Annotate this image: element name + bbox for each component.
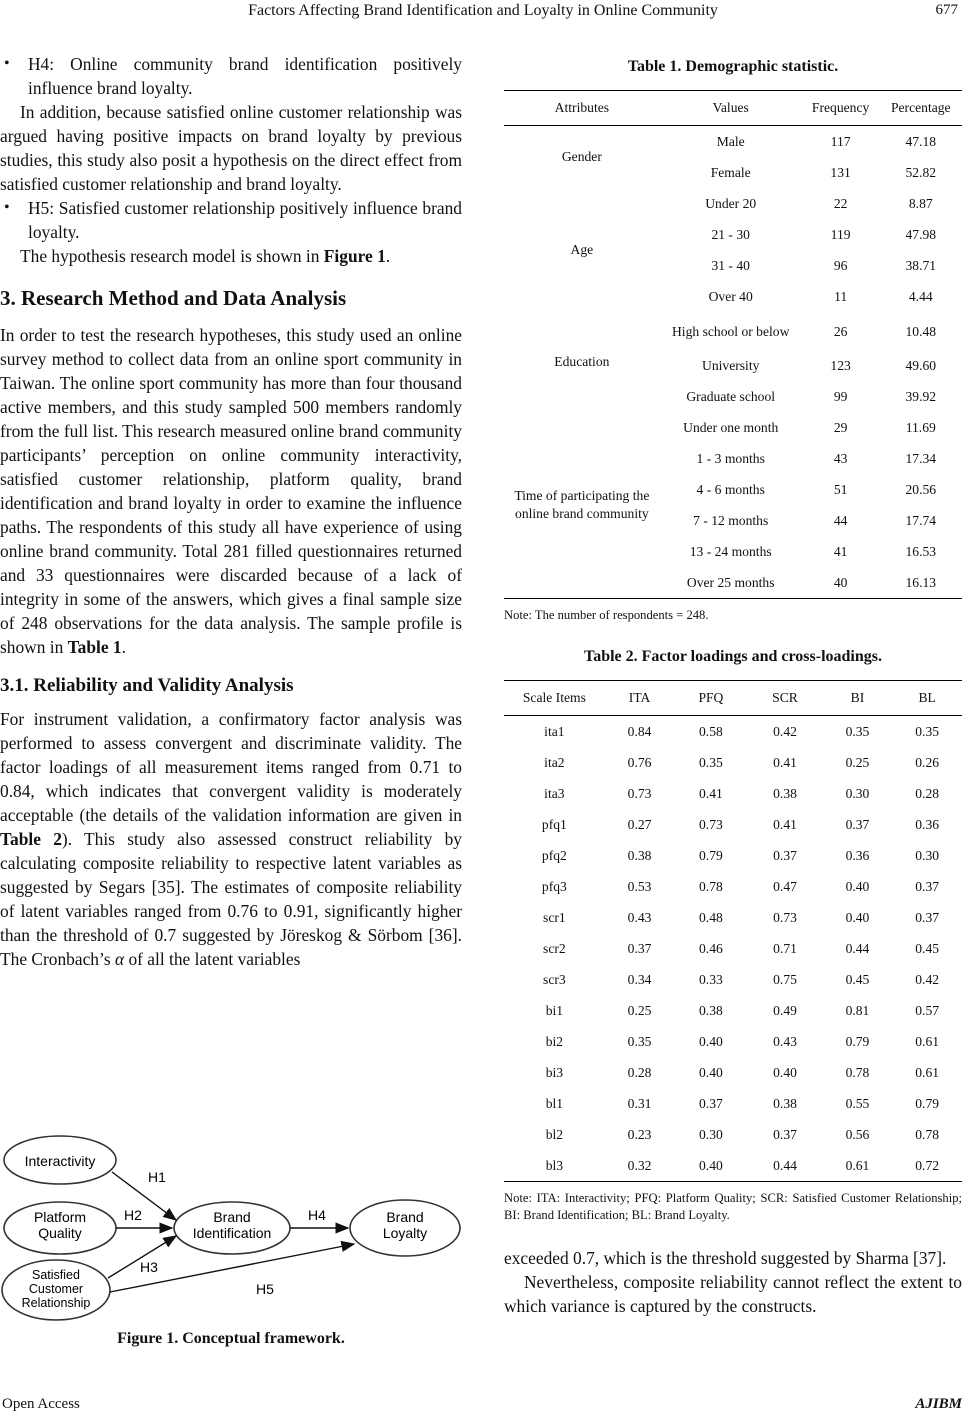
table-2-loading-cell: 0.40 [773, 1064, 797, 1080]
table-2-loading-cell: 0.28 [915, 785, 940, 801]
table-2-loading-cell: 0.78 [915, 1126, 940, 1142]
table-2-loading-cell: 0.25 [627, 1002, 652, 1018]
table-row [504, 1119, 962, 1150]
table-2-loading-cell: 0.30 [845, 785, 870, 801]
table-2-loading-cell: 0.53 [627, 878, 652, 894]
table-1-value-cell: High school or below [671, 323, 790, 339]
table-1-value-cell: Male [716, 134, 745, 149]
table-1-frequency-cell: 29 [833, 420, 848, 435]
table-2-reference[interactable]: Table 2 [0, 829, 62, 849]
table-1-percentage-cell: 11.69 [905, 420, 936, 435]
hypothesis-h4: • H4: Online community brand identification positively influence brand loyalty. [0, 52, 462, 100]
table-row [504, 871, 962, 902]
table-2-loading-cell: 0.73 [627, 785, 652, 801]
table-2-loading-cell: 0.37 [915, 909, 940, 925]
table-1-frequency-cell: 26 [833, 323, 848, 339]
table-1-attribute-cell: Time of participating the online brand community [504, 412, 660, 599]
table-2-loading-cell: 0.43 [773, 1033, 797, 1049]
table-2-loading-cell: 0.40 [674, 1150, 747, 1182]
table-2-loading-cell: 0.38 [773, 785, 797, 801]
table-1-header-frequency: Frequency [802, 91, 880, 126]
table-2-loading-cell: 0.78 [699, 878, 723, 894]
table-2-loading-cell: 0.48 [699, 909, 723, 925]
table-1-value-cell: Over 40 [708, 289, 753, 304]
table-1-percentage-cell: 17.34 [905, 451, 937, 466]
table-2-item-cell: bi2 [545, 1033, 564, 1049]
table-2-loading-cell: 0.34 [627, 971, 652, 987]
table-row [504, 840, 962, 871]
table-2-loading-cell: 0.27 [627, 816, 652, 832]
table-2-item-cell: pfq3 [541, 878, 567, 894]
node-bi-label-2: Identification [192, 1225, 272, 1241]
table-2-loading-cell: 0.26 [915, 754, 940, 770]
right-column [504, 52, 962, 1318]
table-1-percentage-cell: 16.53 [905, 544, 937, 559]
node-platform-quality-label-2: Quality [38, 1225, 82, 1241]
table-row [504, 809, 962, 840]
table-row [504, 902, 962, 933]
table-2-item-cell: scr3 [543, 971, 566, 987]
table-2-loading-cell: 0.32 [605, 1150, 675, 1182]
node-platform-quality-label-1: Platform [33, 1209, 87, 1225]
alpha-symbol: α [114, 949, 125, 969]
table-2-header-scale-items: Scale Items [504, 681, 605, 716]
table-1-value-cell: 7 - 12 months [693, 513, 769, 528]
path-h3-label: H3 [140, 1259, 158, 1275]
paragraph-model-reference [0, 244, 462, 268]
table-row [504, 1088, 962, 1119]
section-3-1-text-a: For instrument validation, a confirmatory factor analysis was performed to assess convergent and discriminate validity. The factor loadings of all measurement items ranged from 0.71 to 0.84, which indicates that convergent validity is moderately acceptable (the details of the validation information are given in [0, 709, 462, 825]
table-2-loading-cell: 0.37 [773, 1126, 797, 1142]
section-3-title: 3. Research Method and Data Analysis [0, 286, 347, 310]
node-brand-identification [174, 1202, 290, 1254]
table-1-value-cell: University [702, 358, 760, 373]
figure-1-conceptual-framework [0, 1120, 462, 1330]
hypothesis-h5: • H5: Satisfied customer relationship positively influence brand loyalty. [0, 196, 462, 244]
table-1-percentage-cell: 10.48 [905, 323, 937, 339]
table-row [504, 747, 962, 778]
path-h1-arrow [112, 1172, 176, 1220]
table-1-frequency-cell: 22 [833, 196, 848, 211]
path-h5-label: H5 [256, 1281, 274, 1297]
table-2-loading-cell: 0.56 [845, 1126, 870, 1142]
node-bl-label-1: Brand [386, 1209, 424, 1225]
table-1-header-values: Values [660, 91, 802, 126]
table-2-loading-cell: 0.37 [915, 878, 940, 894]
table-row [504, 1057, 962, 1088]
table-2-item-cell: pfq1 [541, 816, 567, 832]
table-2-item-cell: scr2 [543, 940, 566, 956]
node-platform-quality [4, 1202, 116, 1254]
paragraph-scr-brand-loyalty: In addition, because satisfied online customer relationship was argued having positive impacts on brand loyalty by previous studies, this study also posit a hypothesis on the direct effect from satisfied customer relationship and brand loyalty. [0, 102, 462, 194]
table-2-loading-cell: 0.45 [845, 971, 870, 987]
running-title: Factors Affecting Brand Identification and Loyalty in Online Community [248, 2, 718, 19]
table-2-loading-cell: 0.79 [845, 1033, 870, 1049]
table-1-header-attributes: Attributes [504, 91, 660, 126]
table-2-loading-cell: 0.35 [845, 723, 870, 739]
table-2-loading-cell: 0.45 [915, 940, 940, 956]
table-2-loading-cell: 0.35 [915, 723, 940, 739]
table-row [504, 716, 962, 748]
table-2-loading-cell: 0.30 [915, 847, 940, 863]
table-2-item-cell: bl1 [545, 1095, 564, 1111]
table-1-frequency-cell: 96 [833, 258, 848, 273]
table-2-item-cell: ita1 [544, 723, 565, 739]
table-2-item-cell: bi1 [545, 1002, 564, 1018]
table-row [504, 933, 962, 964]
table-1-reference[interactable]: Table 1 [67, 637, 122, 657]
node-interactivity [4, 1136, 116, 1184]
table-2-loading-cell: 0.55 [845, 1095, 870, 1111]
table-1-value-cell: 13 - 24 months [689, 544, 772, 559]
table-1-frequency-cell: 51 [833, 482, 848, 497]
section-3-paragraph [0, 323, 462, 659]
table-1-percentage-cell: 4.44 [908, 289, 933, 304]
table-2-factor-loadings [504, 680, 962, 1182]
table-row [504, 188, 962, 219]
table-1-percentage-cell: 16.13 [880, 567, 962, 599]
paragraph-model-text: The hypothesis research model is shown in [20, 246, 324, 266]
table-2-loading-cell: 0.38 [699, 1002, 723, 1018]
table-row [504, 778, 962, 809]
table-1-percentage-cell: 39.92 [905, 389, 937, 404]
table-1-value-cell: Under 20 [705, 196, 757, 211]
table-row [504, 412, 962, 443]
table-1-percentage-cell: 52.82 [905, 165, 937, 180]
node-bl-label-2: Loyalty [382, 1225, 428, 1241]
table-row [504, 1150, 962, 1182]
continued-paragraph: exceeded 0.7, which is the threshold suggested by Sharma [37]. [504, 1248, 947, 1268]
table-row [504, 964, 962, 995]
table-1-attribute-cell: Gender [561, 149, 602, 164]
table-1-value-cell: 31 - 40 [711, 258, 750, 273]
table-2-item-cell: pfq2 [541, 847, 567, 863]
node-scr-label-1: Satisfied [32, 1268, 80, 1282]
table-1-percentage-cell: 49.60 [905, 358, 937, 373]
table-1-value-cell: Over 25 months [660, 567, 802, 599]
table-row [504, 995, 962, 1026]
table-1-frequency-cell: 117 [830, 134, 851, 149]
table-2-header-row [504, 681, 962, 716]
node-brand-loyalty [350, 1200, 460, 1256]
table-1-header-row [504, 91, 962, 126]
table-1-frequency-cell: 44 [833, 513, 848, 528]
table-2-header-bi: BI [823, 681, 893, 716]
table-2-loading-cell: 0.35 [699, 754, 723, 770]
table-2-loading-cell: 0.44 [747, 1150, 822, 1182]
table-2-item-cell: scr1 [543, 909, 566, 925]
table-1-percentage-cell: 17.74 [905, 513, 937, 528]
table-2-loading-cell: 0.44 [845, 940, 870, 956]
table-2-loading-cell: 0.28 [627, 1064, 652, 1080]
table-1-value-cell: Under one month [683, 420, 779, 435]
table-2-loading-cell: 0.73 [699, 816, 723, 832]
table-1-frequency-cell: 43 [833, 451, 848, 466]
table-row [504, 312, 962, 350]
table-2-loading-cell: 0.40 [699, 1064, 723, 1080]
table-2-item-cell: ita2 [544, 754, 565, 770]
table-2-caption: Table 2. Factor loadings and cross-loadings. [584, 648, 882, 665]
table-row [504, 126, 962, 158]
table-2-loading-cell: 0.41 [773, 754, 797, 770]
table-2-loading-cell: 0.37 [773, 847, 797, 863]
table-2-loading-cell: 0.43 [627, 909, 652, 925]
table-1-note: Note: The number of respondents = 248. [504, 608, 709, 622]
node-scr-label-2: Customer [28, 1282, 84, 1296]
table-2-loading-cell: 0.38 [627, 847, 652, 863]
table-2-item-cell: bi3 [545, 1064, 564, 1080]
table-2-loading-cell: 0.72 [892, 1150, 962, 1182]
footer-journal: AJIBM [915, 1396, 962, 1412]
path-h2-label: H2 [124, 1207, 142, 1223]
table-1-attribute-cell: Age [570, 242, 594, 257]
running-head [0, 0, 966, 22]
table-2-loading-cell: 0.37 [699, 1095, 723, 1111]
table-2-loading-cell: 0.57 [915, 1002, 940, 1018]
table-2-item-cell: bl2 [545, 1126, 564, 1142]
section-3-text: In order to test the research hypotheses, this study used an online survey method to collect data from an online sport community in Taiwan. The online sport community has more than four thousand active members, and this study sampled 500 members randomly from the full list. This research measured online brand community participants’ perception on online community interactivity, satisfied customer relationship, platform quality, brand identification and brand loyalty in order to examine the influence paths. The respondents of this study all have experience of using online brand community. Total 281 filled questionnaires returned and 33 questionnaires were discarded because of a lack of integrity in some of the answers, which gives a final sample size of 248 observations for the data analysis. The sample profile is shown in [0, 325, 462, 657]
table-1-frequency-cell: 40 [802, 567, 880, 599]
table-2-loading-cell: 0.37 [845, 816, 870, 832]
table-2-header-ita: ITA [605, 681, 675, 716]
table-2-header-bl: BL [892, 681, 962, 716]
table-1-percentage-cell: 8.87 [908, 196, 933, 211]
paragraph-model-suffix: . [385, 246, 391, 266]
table-1-percentage-cell: 20.56 [905, 482, 937, 497]
table-1-frequency-cell: 41 [833, 544, 848, 559]
table-2-loading-cell: 0.35 [627, 1033, 652, 1049]
table-1-percentage-cell: 38.71 [905, 258, 937, 273]
next-paragraph: Nevertheless, composite reliability cannot reflect the extent to which variance is captured by the constructs. [504, 1272, 962, 1316]
table-2-loading-cell: 0.49 [773, 1002, 797, 1018]
table-1-percentage-cell: 47.18 [905, 134, 937, 149]
table-1-frequency-cell: 11 [834, 289, 848, 304]
table-2-loading-cell: 0.42 [915, 971, 940, 987]
left-column [0, 52, 462, 971]
page-footer [0, 1396, 966, 1416]
table-1-caption: Table 1. Demographic statistic. [627, 58, 839, 75]
section-3-1-text-c: of all the latent variables [124, 949, 301, 969]
table-1-header-percentage: Percentage [880, 91, 962, 126]
table-2-loading-cell: 0.79 [915, 1095, 940, 1111]
section-3-suffix: . [121, 637, 126, 657]
table-2-loading-cell: 0.61 [915, 1033, 940, 1049]
figure-1-caption: Figure 1. Conceptual framework. [117, 1330, 345, 1347]
table-1-demographics [504, 90, 962, 599]
table-2-loading-cell: 0.78 [845, 1064, 870, 1080]
figure-1-reference[interactable]: Figure 1 [323, 246, 386, 266]
table-2-loading-cell: 0.81 [845, 1002, 870, 1018]
table-2-loading-cell: 0.76 [627, 754, 652, 770]
table-2-loading-cell: 0.84 [627, 723, 652, 739]
table-1-value-cell: 4 - 6 months [696, 482, 765, 497]
table-1-value-cell: 21 - 30 [711, 227, 750, 242]
section-3-1-paragraph [0, 707, 462, 971]
table-2-loading-cell: 0.41 [773, 816, 797, 832]
table-2-loading-cell: 0.31 [627, 1095, 652, 1111]
table-2-body [504, 716, 962, 1182]
footer-open-access: Open Access [2, 1396, 80, 1412]
table-1-percentage-cell: 47.98 [905, 227, 937, 242]
node-interactivity-label: Interactivity [24, 1153, 96, 1169]
table-2-loading-cell: 0.37 [627, 940, 652, 956]
table-2-loading-cell: 0.75 [773, 971, 797, 987]
table-1-value-cell: 1 - 3 months [696, 451, 765, 466]
table-2-loading-cell: 0.40 [845, 909, 870, 925]
table-2-loading-cell: 0.36 [845, 847, 870, 863]
path-h1-label: H1 [148, 1169, 166, 1185]
table-2-loading-cell: 0.61 [823, 1150, 893, 1182]
table-2-loading-cell: 0.40 [845, 878, 870, 894]
table-2-loading-cell: 0.38 [773, 1095, 797, 1111]
table-2-loading-cell: 0.42 [773, 723, 797, 739]
table-2-loading-cell: 0.36 [915, 816, 940, 832]
table-1-frequency-cell: 119 [830, 227, 851, 242]
table-2-loading-cell: 0.46 [699, 940, 723, 956]
table-2-loading-cell: 0.79 [699, 847, 723, 863]
table-2-item-cell: bl3 [504, 1150, 605, 1182]
table-2-loading-cell: 0.41 [699, 785, 723, 801]
framework-diagram [0, 1120, 462, 1330]
table-2-loading-cell: 0.61 [915, 1064, 940, 1080]
table-2-item-cell: ita3 [544, 785, 565, 801]
table-1-frequency-cell: 123 [830, 358, 851, 373]
table-2-loading-cell: 0.33 [699, 971, 723, 987]
table-2-loading-cell: 0.73 [773, 909, 797, 925]
table-2-loading-cell: 0.23 [627, 1126, 652, 1142]
node-satisfied-customer-relationship [2, 1260, 110, 1320]
table-2-loading-cell: 0.30 [699, 1126, 723, 1142]
table-2-loading-cell: 0.25 [845, 754, 870, 770]
page-number: 677 [935, 2, 958, 18]
section-3-1-title: 3.1. Reliability and Validity Analysis [0, 675, 294, 696]
table-row [504, 1026, 962, 1057]
table-2-header-pfq: PFQ [674, 681, 747, 716]
table-2-note: Note: ITA: Interactivity; PFQ: Platform Quality; SCR: Satisfied Customer Relationship; BI: Brand Identification; BL: Brand Loyalty. [504, 1191, 962, 1222]
node-scr-label-3: Relationship [21, 1296, 91, 1310]
table-1-value-cell: Female [710, 165, 751, 180]
table-1-value-cell: Graduate school [686, 389, 776, 404]
table-2-loading-cell: 0.71 [773, 940, 797, 956]
node-bi-label-1: Brand [213, 1209, 251, 1225]
table-1-frequency-cell: 99 [833, 389, 848, 404]
table-1-frequency-cell: 131 [830, 165, 851, 180]
path-h4-label: H4 [308, 1207, 326, 1223]
table-1-attribute-cell: Education [554, 354, 610, 369]
table-2-loading-cell: 0.58 [699, 723, 723, 739]
table-1-body [504, 126, 962, 599]
table-2-header-scr: SCR [747, 681, 822, 716]
section-3-1-text-b: ). This study also assessed construct reliability by calculating composite reliability to respective latent variables as suggested by Segars [35]. The estimates of composite reliability of latent variables ranged from 0.76 to 0.91, significantly higher than the threshold of 0.7 suggested by Jöreskog & Sörbom [36]. The Cronbach’s [0, 829, 462, 969]
table-2-loading-cell: 0.40 [699, 1033, 723, 1049]
table-2-loading-cell: 0.47 [773, 878, 797, 894]
